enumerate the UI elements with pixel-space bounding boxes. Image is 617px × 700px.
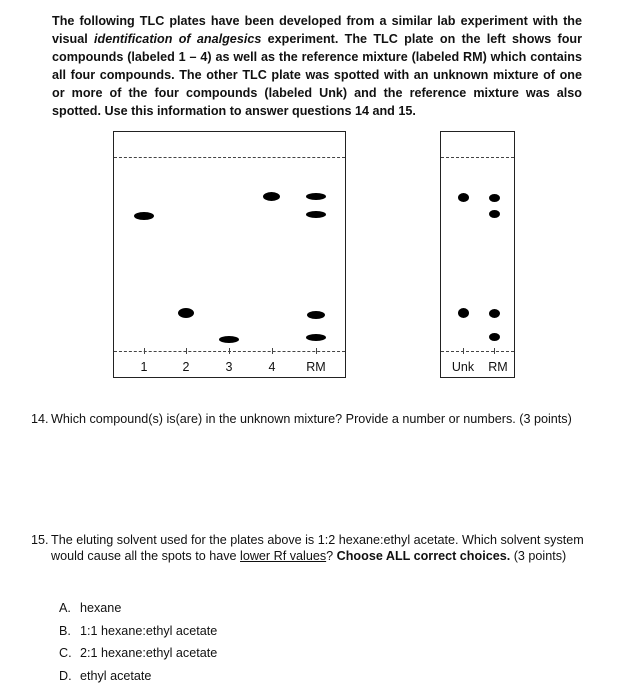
question-number: 15. (31, 533, 49, 547)
choice-letter: D. (59, 669, 72, 684)
spot-rm-2 (489, 309, 500, 318)
spot-rm-3 (306, 334, 326, 341)
lane-tick (229, 348, 230, 354)
lane-tick (494, 348, 495, 354)
choice-a (59, 600, 217, 623)
tlc-plate-left (113, 131, 346, 378)
choice-text: ethyl acetate (80, 669, 152, 684)
question-text (51, 532, 587, 564)
spot-lane-4 (263, 192, 280, 201)
lane-label: RM (306, 360, 326, 374)
choice-text: 2:1 hexane:ethyl acetate (80, 646, 218, 661)
question-number: 14. (31, 412, 49, 426)
lane-tick (316, 348, 317, 354)
spot-unk-top (458, 193, 469, 202)
q15-text-2: ? (326, 549, 337, 563)
choice-text: hexane (80, 601, 122, 615)
choice-letter: C. (59, 646, 72, 661)
question-15 (31, 532, 587, 564)
q15-underlined: lower Rf values (240, 549, 327, 563)
q15-bold: Choose ALL correct choices. (336, 549, 511, 563)
lane-label: 1 (140, 360, 148, 374)
spot-rm-1 (489, 210, 500, 218)
lane-tick (186, 348, 187, 354)
lane-label: 3 (225, 360, 233, 374)
spot-rm-2 (307, 311, 325, 319)
lane-label: 2 (182, 360, 190, 374)
spot-lane-3 (219, 336, 239, 343)
choice-d (59, 668, 217, 691)
spot-rm-3 (489, 333, 500, 341)
choice-letter: A. (59, 601, 71, 615)
tlc-plate-right (440, 131, 515, 378)
solvent-front-line (114, 157, 345, 158)
spot-rm-1 (306, 211, 326, 218)
lane-tick (463, 348, 464, 354)
intro-text-1: The following TLC plates have been developed from a similar lab experiment with the visual (52, 14, 582, 46)
q15-text-3: (3 points) (510, 549, 567, 563)
spot-lane-1 (134, 212, 154, 220)
lane-tick (144, 348, 145, 354)
intro-paragraph (52, 12, 582, 120)
spot-rm-4 (306, 193, 326, 200)
baseline-line (441, 351, 514, 352)
lane-label: 4 (268, 360, 276, 374)
spot-rm-4 (489, 194, 500, 202)
spot-unk-bottom (458, 308, 469, 318)
lane-label: RM (488, 360, 508, 374)
answer-choices (59, 600, 217, 691)
question-14 (31, 411, 587, 427)
q15-text-1: The eluting solvent used for the plates above is 1:2 hexane:ethyl acetate. Which solvent system would cause all the spots to have (51, 533, 584, 563)
spot-lane-2 (178, 308, 194, 318)
intro-italic: identification of analgesics (94, 32, 262, 46)
choice-text: 1:1 hexane:ethyl acetate (80, 623, 218, 638)
lane-label: Unk (451, 360, 475, 374)
solvent-front-line (441, 157, 514, 158)
intro-text-2: experiment. The TLC plate on the left shows four compounds (labeled 1 – 4) as well as the reference mixture (labeled RM) which contains all four compounds. The other TLC plate was spotted with an unknown mixture of one or more of the four compounds (labeled Unk) and the reference mixture was also spotted. Use this information to answer questions 14 and 15. (52, 32, 582, 118)
choice-c (59, 645, 217, 668)
question-text: Which compound(s) is(are) in the unknown mixture? Provide a number or numbers. (3 points) (51, 412, 572, 426)
choice-letter: B. (59, 623, 71, 638)
lane-tick (272, 348, 273, 354)
choice-b (59, 623, 217, 646)
